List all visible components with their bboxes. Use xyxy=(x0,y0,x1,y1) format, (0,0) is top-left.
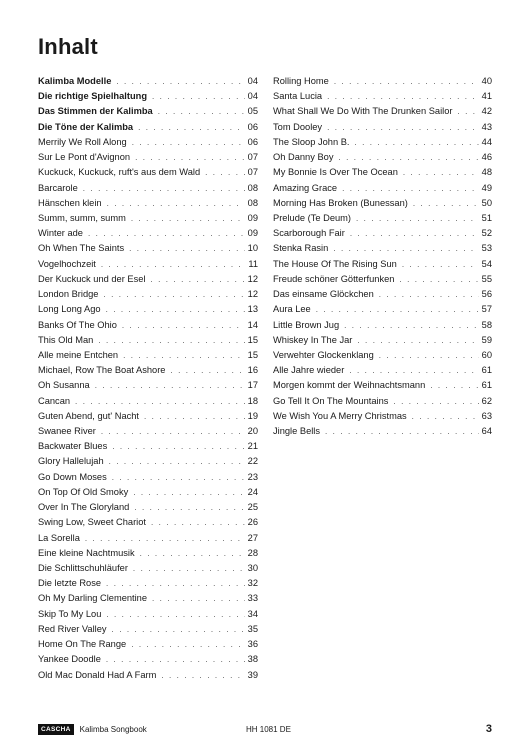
book-title: Kalimba Songbook xyxy=(79,724,147,734)
toc-entry-title: Over In The Gloryland xyxy=(38,502,130,513)
toc-leader-dots xyxy=(344,318,479,333)
toc-entry-title: Freude schöner Götterfunken xyxy=(273,273,395,284)
toc-entry-page: 61 xyxy=(481,365,492,376)
toc-entry xyxy=(273,120,492,135)
toc-entry-page: 57 xyxy=(481,304,492,315)
toc-entry-title: La Sorella xyxy=(38,532,80,543)
toc-entry xyxy=(273,104,492,119)
toc-entry xyxy=(38,135,258,150)
toc-entry-page: 17 xyxy=(247,380,258,391)
toc-entry xyxy=(38,181,258,196)
toc-leader-dots xyxy=(327,120,479,135)
toc-leader-dots xyxy=(103,287,244,302)
toc-entry-title: Old Mac Donald Had A Farm xyxy=(38,669,157,680)
toc-entry-page: 60 xyxy=(481,349,492,360)
toc-leader-dots xyxy=(116,74,244,89)
toc-leader-dots xyxy=(123,348,245,363)
toc-entry-page: 62 xyxy=(481,395,492,406)
toc-entry xyxy=(273,302,492,317)
toc-entry-title: Jingle Bells xyxy=(273,426,321,437)
publisher-logo: CASCHA xyxy=(38,724,74,735)
toc-leader-dots xyxy=(355,135,479,150)
toc-leader-dots xyxy=(101,257,245,272)
toc-entry-page: 15 xyxy=(247,334,258,345)
toc-leader-dots xyxy=(140,546,245,561)
toc-entry xyxy=(273,394,492,409)
toc-leader-dots xyxy=(112,622,245,637)
toc-entry xyxy=(38,424,258,439)
toc-entry xyxy=(38,363,258,378)
toc-leader-dots xyxy=(98,333,244,348)
toc-entry xyxy=(273,226,492,241)
toc-entry-page: 54 xyxy=(481,258,492,269)
toc-entry xyxy=(273,241,492,256)
toc-entry xyxy=(273,318,492,333)
toc-leader-dots xyxy=(133,485,244,500)
toc-leader-dots xyxy=(138,120,245,135)
toc-entry-page: 13 xyxy=(247,304,258,315)
toc-entry-title: Aura Lee xyxy=(273,304,311,315)
toc-entry xyxy=(38,485,258,500)
toc-entry-title: London Bridge xyxy=(38,289,99,300)
toc-entry-title: Morgen kommt der Weihnachtsmann xyxy=(273,380,426,391)
toc-entry-title: Das einsame Glöckchen xyxy=(273,289,374,300)
toc-entry-page: 19 xyxy=(247,410,258,421)
toc-leader-dots xyxy=(349,363,478,378)
toc-entry-title: Little Brown Jug xyxy=(273,319,340,330)
toc-entry-title: Rolling Home xyxy=(273,76,329,86)
toc-entry-title: Eine kleine Nachtmusik xyxy=(38,547,135,558)
toc-leader-dots xyxy=(107,196,245,211)
toc-entry-page: 53 xyxy=(481,243,492,254)
toc-entry-page: 25 xyxy=(247,502,258,513)
toc-entry-title: Die Schlittschuhläufer xyxy=(38,563,128,573)
toc-entry xyxy=(273,257,492,272)
toc-entry xyxy=(38,394,258,409)
toc-entry xyxy=(38,561,258,576)
toc-entry xyxy=(38,652,258,667)
toc-entry-title: Kalimba Modelle xyxy=(38,76,112,86)
toc-entry-page: 46 xyxy=(481,152,492,163)
toc-entry-page: 63 xyxy=(481,410,492,421)
toc-entry-title: Oh Danny Boy xyxy=(273,152,334,163)
toc-entry-title: Das Stimmen der Kalimba xyxy=(38,106,153,117)
toc-entry-page: 58 xyxy=(481,319,492,330)
toc-entry xyxy=(38,622,258,637)
toc-entry-page: 28 xyxy=(247,547,258,558)
toc-entry xyxy=(273,333,492,348)
toc-entry-page: 09 xyxy=(247,228,258,239)
toc-leader-dots xyxy=(342,181,479,196)
toc-entry-title: Kuckuck, Kuckuck, ruft's aus dem Wald xyxy=(38,167,201,178)
toc-entry-page: 15 xyxy=(247,349,258,360)
toc-leader-dots xyxy=(85,531,245,546)
toc-leader-dots xyxy=(325,424,479,439)
toc-entry-page: 24 xyxy=(247,486,258,497)
toc-entry-title: This Old Man xyxy=(38,334,94,345)
toc-leader-dots xyxy=(152,591,245,606)
toc-entry-title: Vogelhochzeit xyxy=(38,258,96,269)
toc-entry xyxy=(38,409,258,424)
toc-entry xyxy=(38,531,258,546)
toc-entry-page: 06 xyxy=(247,136,258,147)
toc-entry-page: 09 xyxy=(247,212,258,223)
toc-entry xyxy=(38,591,258,606)
toc-leader-dots xyxy=(430,378,478,393)
toc-entry-title: Stenka Rasin xyxy=(273,243,329,254)
toc-entry xyxy=(273,424,492,439)
toc-entry xyxy=(38,378,258,393)
toc-entry-title: My Bonnie Is Over The Ocean xyxy=(273,167,398,178)
toc-entry-title: Summ, summ, summ xyxy=(38,212,126,223)
toc-entry-title: Go Tell It On The Mountains xyxy=(273,395,389,406)
toc-leader-dots xyxy=(133,561,245,576)
toc-entry xyxy=(38,546,258,561)
toc-entry-page: 35 xyxy=(247,623,258,634)
toc-column-right xyxy=(273,74,492,439)
toc-leader-dots xyxy=(205,165,245,180)
toc-entry xyxy=(38,211,258,226)
toc-leader-dots xyxy=(402,257,479,272)
toc-leader-dots xyxy=(106,652,245,667)
toc-entry xyxy=(273,348,492,363)
toc-entry-title: Der Kuckuck und der Esel xyxy=(38,273,146,284)
toc-entry-title: The Sloop John B. xyxy=(273,136,350,147)
toc-entry-page: 04 xyxy=(247,76,258,86)
toc-entry xyxy=(273,196,492,211)
toc-entry xyxy=(38,120,258,135)
toc-entry-page: 07 xyxy=(247,152,258,163)
toc-entry xyxy=(273,74,492,89)
toc-entry xyxy=(38,333,258,348)
toc-entry-title: Home On The Range xyxy=(38,639,127,650)
toc-entry-title: Cancan xyxy=(38,395,71,406)
toc-entry-title: Morning Has Broken (Bunessan) xyxy=(273,197,408,208)
toc-entry xyxy=(38,165,258,180)
toc-entry-page: 07 xyxy=(247,167,258,178)
toc-leader-dots xyxy=(379,287,479,302)
toc-leader-dots xyxy=(135,150,245,165)
toc-leader-dots xyxy=(106,607,244,622)
toc-entry-title: Prelude (Te Deum) xyxy=(273,212,352,223)
toc-entry xyxy=(38,668,258,683)
toc-entry-page: 16 xyxy=(247,365,258,376)
toc-leader-dots xyxy=(327,89,479,104)
toc-entry-page: 20 xyxy=(247,426,258,437)
toc-entry xyxy=(38,454,258,469)
toc-entry-page: 32 xyxy=(247,578,258,589)
toc-leader-dots xyxy=(131,211,245,226)
toc-entry xyxy=(273,287,492,302)
toc-leader-dots xyxy=(393,394,478,409)
toc-leader-dots xyxy=(150,272,244,287)
toc-entry xyxy=(273,378,492,393)
toc-entry xyxy=(38,257,258,272)
toc-entry-title: Whiskey In The Jar xyxy=(273,334,353,345)
toc-leader-dots xyxy=(457,104,478,119)
toc-entry-page: 61 xyxy=(481,380,492,391)
toc-entry-title: Long Long Ago xyxy=(38,304,101,315)
toc-entry-title: Hänschen klein xyxy=(38,197,102,208)
toc-entry-title: Verwehter Glockenklang xyxy=(273,349,374,360)
toc-entry xyxy=(38,515,258,530)
toc-entry-title: Alle Jahre wieder xyxy=(273,365,345,376)
toc-entry xyxy=(38,272,258,287)
toc-entry-page: 26 xyxy=(247,517,258,528)
toc-entry-page: 59 xyxy=(481,334,492,345)
toc-entry-page: 33 xyxy=(247,593,258,604)
toc-entry xyxy=(38,500,258,515)
toc-entry-page: 10 xyxy=(247,243,258,254)
toc-leader-dots xyxy=(151,515,245,530)
toc-entry xyxy=(38,302,258,317)
toc-entry-page: 30 xyxy=(247,563,258,573)
toc-entry xyxy=(273,409,492,424)
toc-leader-dots xyxy=(334,74,479,89)
toc-entry-page: 40 xyxy=(481,76,492,86)
toc-entry-page: 12 xyxy=(247,289,258,300)
toc-entry-page: 52 xyxy=(481,228,492,239)
toc-entry-title: Swing Low, Sweet Chariot xyxy=(38,517,147,528)
toc-leader-dots xyxy=(95,378,245,393)
toc-entry-page: 04 xyxy=(247,91,258,102)
toc-entry-page: 55 xyxy=(481,273,492,284)
toc-entry-title: Go Down Moses xyxy=(38,471,107,482)
toc-leader-dots xyxy=(152,89,245,104)
toc-leader-dots xyxy=(83,181,245,196)
toc-entry-title: Amazing Grace xyxy=(273,182,338,193)
toc-entry xyxy=(38,470,258,485)
toc-entry-title: Yankee Doodle xyxy=(38,654,101,665)
toc-entry-title: On Top Of Old Smoky xyxy=(38,486,129,497)
toc-leader-dots xyxy=(101,424,245,439)
toc-entry xyxy=(38,607,258,622)
toc-entry-page: 50 xyxy=(481,197,492,208)
toc-entry-page: 08 xyxy=(247,182,258,193)
toc-entry xyxy=(38,226,258,241)
toc-entry xyxy=(38,576,258,591)
toc-entry-page: 38 xyxy=(247,654,258,665)
toc-entry-title: Die Töne der Kalimba xyxy=(38,121,134,132)
toc-leader-dots xyxy=(158,104,245,119)
toc-entry-page: 08 xyxy=(247,197,258,208)
toc-entry xyxy=(38,439,258,454)
toc-entry-page: 42 xyxy=(481,106,492,117)
toc-entry xyxy=(38,89,258,104)
toc-leader-dots xyxy=(122,318,245,333)
toc-leader-dots xyxy=(132,135,245,150)
toc-leader-dots xyxy=(170,363,244,378)
toc-leader-dots xyxy=(399,272,478,287)
toc-entry xyxy=(38,637,258,652)
toc-leader-dots xyxy=(75,394,245,409)
toc-entry-title: Banks Of The Ohio xyxy=(38,319,117,330)
toc-column-left xyxy=(38,74,258,683)
toc-entry xyxy=(273,363,492,378)
toc-entry-title: Glory Hallelujah xyxy=(38,456,104,467)
toc-entry-title: Oh My Darling Clementine xyxy=(38,593,148,604)
page-title: Inhalt xyxy=(38,34,98,59)
toc-leader-dots xyxy=(356,211,479,226)
toc-entry-title: We Wish You A Merry Christmas xyxy=(273,410,407,421)
toc-leader-dots xyxy=(106,302,245,317)
toc-entry-page: 48 xyxy=(481,167,492,178)
toc-entry-title: Barcarole xyxy=(38,182,78,193)
toc-entry-title: Red River Valley xyxy=(38,623,107,634)
toc-entry-page: 11 xyxy=(248,258,258,269)
toc-entry-page: 44 xyxy=(481,136,492,147)
toc-entry-page: 27 xyxy=(247,532,258,543)
toc-entry xyxy=(273,272,492,287)
toc-entry xyxy=(38,348,258,363)
toc-entry-page: 51 xyxy=(481,212,492,223)
toc-entry xyxy=(38,74,258,89)
toc-leader-dots xyxy=(379,348,479,363)
toc-entry-title: Michael, Row The Boat Ashore xyxy=(38,365,166,376)
page-number: 3 xyxy=(485,723,492,735)
toc-entry xyxy=(38,287,258,302)
toc-leader-dots xyxy=(403,165,479,180)
catalog-code: HH 1081 DE xyxy=(246,724,291,734)
toc-entry-title: Die richtige Spielhaltung xyxy=(38,91,147,102)
toc-entry xyxy=(38,241,258,256)
toc-entry-title: The House Of The Rising Sun xyxy=(273,258,397,269)
toc-entry-page: 22 xyxy=(247,456,258,467)
toc-entry-page: 23 xyxy=(247,471,258,482)
toc-leader-dots xyxy=(413,196,479,211)
toc-leader-dots xyxy=(131,637,244,652)
toc-entry-page: 64 xyxy=(481,426,492,437)
toc-entry-title: Sur Le Pont d'Avignon xyxy=(38,152,131,163)
toc-leader-dots xyxy=(357,333,478,348)
toc-entry-title: Tom Dooley xyxy=(273,121,323,132)
toc-entry-page: 21 xyxy=(247,441,258,452)
toc-entry xyxy=(273,89,492,104)
toc-entry xyxy=(38,196,258,211)
toc-entry xyxy=(38,318,258,333)
toc-leader-dots xyxy=(88,226,245,241)
toc-entry-title: Merrily We Roll Along xyxy=(38,136,127,147)
toc-leader-dots xyxy=(350,226,479,241)
toc-entry-page: 49 xyxy=(481,182,492,193)
toc-leader-dots xyxy=(112,439,244,454)
toc-entry-page: 05 xyxy=(247,106,258,117)
toc-leader-dots xyxy=(109,454,245,469)
toc-entry-page: 06 xyxy=(247,121,258,132)
toc-entry-page: 14 xyxy=(247,319,258,330)
toc-entry xyxy=(38,104,258,119)
toc-entry-page: 36 xyxy=(247,639,258,650)
toc-entry-page: 12 xyxy=(247,273,258,284)
toc-entry-title: Die letzte Rose xyxy=(38,578,102,589)
toc-entry-title: Scarborough Fair xyxy=(273,228,345,239)
toc-entry-page: 41 xyxy=(481,91,492,102)
toc-entry-page: 18 xyxy=(247,395,258,406)
toc-entry xyxy=(273,165,492,180)
toc-leader-dots xyxy=(106,576,245,591)
toc-leader-dots xyxy=(161,668,244,683)
toc-leader-dots xyxy=(338,150,478,165)
page-footer xyxy=(38,722,492,736)
toc-entry xyxy=(273,150,492,165)
toc-leader-dots xyxy=(144,409,245,424)
toc-entry-title: Alle meine Entchen xyxy=(38,349,119,360)
toc-entry-title: Winter ade xyxy=(38,228,83,239)
toc-entry-title: Santa Lucia xyxy=(273,91,323,102)
toc-leader-dots xyxy=(129,241,245,256)
toc-entry-title: Swanee River xyxy=(38,426,96,437)
toc-leader-dots xyxy=(316,302,479,317)
toc-entry-title: Backwater Blues xyxy=(38,441,108,452)
toc-entry-title: What Shall We Do With The Drunken Sailor xyxy=(273,106,453,117)
toc-entry-page: 56 xyxy=(481,289,492,300)
toc-entry-page: 43 xyxy=(481,121,492,132)
toc-entry xyxy=(38,150,258,165)
toc-entry-title: Oh Susanna xyxy=(38,380,90,391)
toc-entry xyxy=(273,181,492,196)
toc-entry-title: Oh When The Saints xyxy=(38,243,125,254)
toc-entry xyxy=(273,211,492,226)
toc-entry-title: Skip To My Lou xyxy=(38,608,102,619)
toc-leader-dots xyxy=(412,409,479,424)
toc-entry-title: Guten Abend, gut' Nacht xyxy=(38,410,140,421)
toc-entry-page: 39 xyxy=(247,669,258,680)
toc-leader-dots xyxy=(333,241,478,256)
toc-leader-dots xyxy=(134,500,244,515)
toc-entry xyxy=(273,135,492,150)
toc-leader-dots xyxy=(112,470,245,485)
toc-entry-page: 34 xyxy=(247,608,258,619)
